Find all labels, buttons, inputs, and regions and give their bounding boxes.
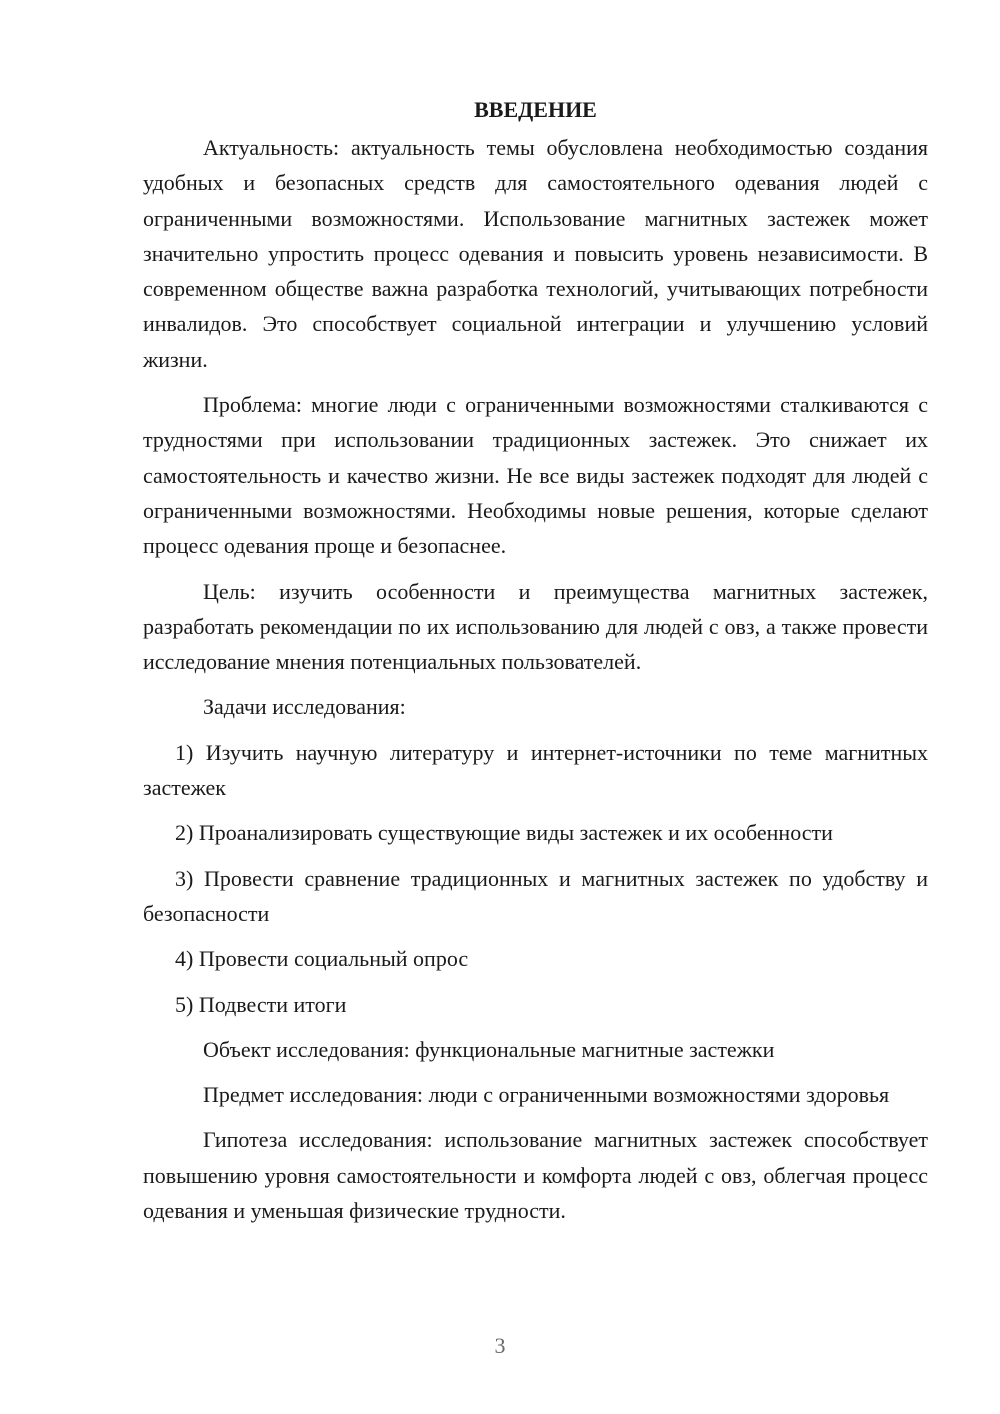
- section-title: ВВЕДЕНИЕ: [474, 97, 597, 122]
- task-item: 5) Подвести итоги: [175, 991, 347, 1017]
- research-hypothesis: Гипотеза исследования: использование магнитных застежек способствует повышению уровня самостоятельности и комфорта людей с овз, облегчая процесс одевания и уменьшая физические трудности.: [143, 1127, 928, 1224]
- research-object: Объект исследования: функциональные магнитные застежки: [203, 1036, 775, 1062]
- goal-paragraph: Цель: изучить особенности и преимущества магнитных застежек, разработать рекомендации по их использованию для людей с овз, а также провести исследование мнения потенциальных пользователей.: [143, 578, 928, 675]
- task-item: 4) Провести социальный опрос: [175, 946, 469, 972]
- research-subject: Предмет исследования: люди с ограниченными возможностями здоровья: [203, 1082, 890, 1108]
- task-item: 2) Проанализировать существующие виды застежек и их особенности: [175, 820, 833, 846]
- relevance-paragraph: Актуальность: актуальность темы обусловлена необходимостью создания удобных и безопасных средств для самостоятельного одевания людей с ограниченными возможностями. Использование магнитных застежек может значительно упростить процесс одевания и повысить уровень независимости. В современном обществе важна разработка технологий, учитывающих потребности инвалидов. Это способствует социальной интеграции и улучшению условий жизни.: [143, 135, 928, 372]
- task-item: 1) Изучить научную литературу и интернет-источники по теме магнитных застежек: [143, 739, 928, 801]
- problem-paragraph: Проблема: многие люди с ограниченными возможностями сталкиваются с трудностями при использовании традиционных застежек. Это снижает их самостоятельность и качество жизни. Не все виды застежек подходят для людей с ограниченными возможностями. Необходимы новые решения, которые сделают процесс одевания проще и безопаснее.: [143, 392, 928, 559]
- document-page: [143, 92, 928, 1228]
- task-item: 3) Провести сравнение традиционных и магнитных застежек по удобству и безопасности: [143, 865, 928, 926]
- tasks-heading: Задачи исследования:: [203, 694, 406, 720]
- page-number: 3: [494, 1333, 506, 1358]
